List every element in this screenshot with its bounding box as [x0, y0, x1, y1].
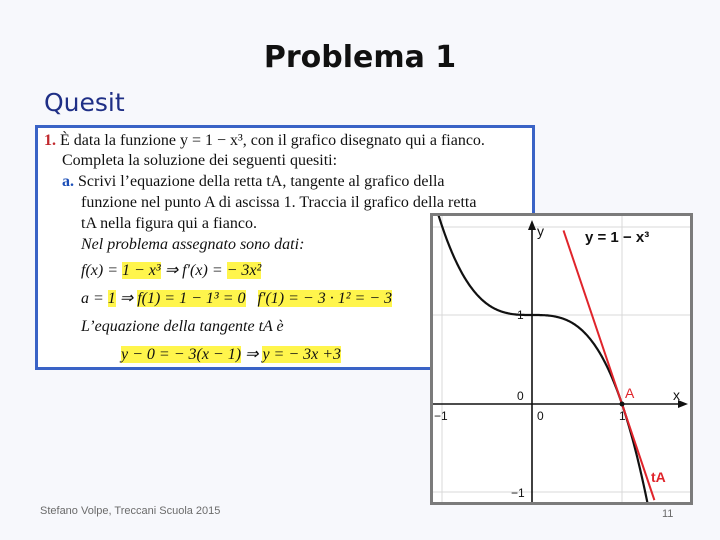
tick-label-x-1: 1	[619, 409, 626, 423]
row7-part-d: − 3x²	[226, 262, 262, 279]
tangent-row	[121, 346, 341, 364]
row8-part-e: f′(1) = − 3 · 1² = − 3	[257, 290, 393, 307]
problem-line-1	[44, 132, 485, 150]
point-a-label: A	[625, 385, 635, 401]
equation-label: y = 1 − x³	[585, 229, 650, 246]
graph-grid	[433, 216, 690, 502]
point-a-marker	[620, 402, 625, 407]
tick-label-x-0: 0	[537, 409, 544, 423]
footer-credit: Stefano Volpe, Treccani Scuola 2015	[40, 505, 221, 517]
row8-part-c: ⇒	[115, 290, 138, 307]
tangent-line	[564, 230, 655, 500]
problem-number: 1.	[44, 132, 56, 149]
problem-line-4: funzione nel punto A di ascissa 1. Traccia il grafico della retta	[81, 194, 477, 211]
function-graph	[430, 213, 693, 505]
row10-part-c: y = − 3x +3	[262, 346, 342, 363]
derivative-row	[81, 262, 261, 280]
values-row	[81, 290, 392, 308]
row7-part-c: ⇒ f′(x) =	[160, 262, 227, 279]
x-axis-label: x	[673, 387, 680, 403]
problem-line-5: tA nella figura qui a fianco.	[81, 215, 257, 232]
problem-line-3	[62, 173, 445, 191]
row8-part-b: 1	[107, 290, 116, 307]
row10-part-b: ⇒	[241, 346, 263, 363]
problem-line-6: Nel problema assegnato sono dati:	[81, 236, 305, 253]
y-axis-arrow	[528, 220, 536, 230]
item-letter: a.	[62, 173, 74, 190]
row7-part-b: 1 − x³	[122, 262, 161, 279]
tick-label-x-neg1: −1	[434, 409, 448, 423]
slide-subtitle: Quesit	[44, 88, 125, 117]
problem-line-2: Completa la soluzione dei seguenti quesiti:	[62, 152, 338, 169]
page-number: 11	[662, 508, 674, 520]
problem-text-3: Scrivi l’equazione della retta tA, tangente al grafico della	[78, 173, 445, 190]
tick-label-y-1: 1	[517, 308, 524, 322]
y-axis-label: y	[537, 223, 544, 239]
function-curve	[438, 216, 649, 502]
tick-label-y-0: 0	[517, 389, 524, 403]
tangent-label: tA	[651, 469, 666, 485]
row10-part-a: y − 0 = − 3(x − 1)	[121, 346, 242, 363]
row7-part-a: f(x) =	[81, 262, 122, 279]
row8-part-d: f(1) = 1 − 1³ = 0	[137, 290, 246, 307]
row8-part-a: a =	[81, 290, 108, 307]
problem-text-1: È data la funzione y = 1 − x³, con il grafico disegnato qui a fianco.	[60, 132, 485, 149]
problem-line-9: L’equazione della tangente tA è	[81, 318, 284, 335]
slide-title: Problema 1	[263, 40, 457, 75]
tick-label-y-neg1: −1	[511, 486, 525, 500]
graph-svg	[433, 216, 690, 502]
